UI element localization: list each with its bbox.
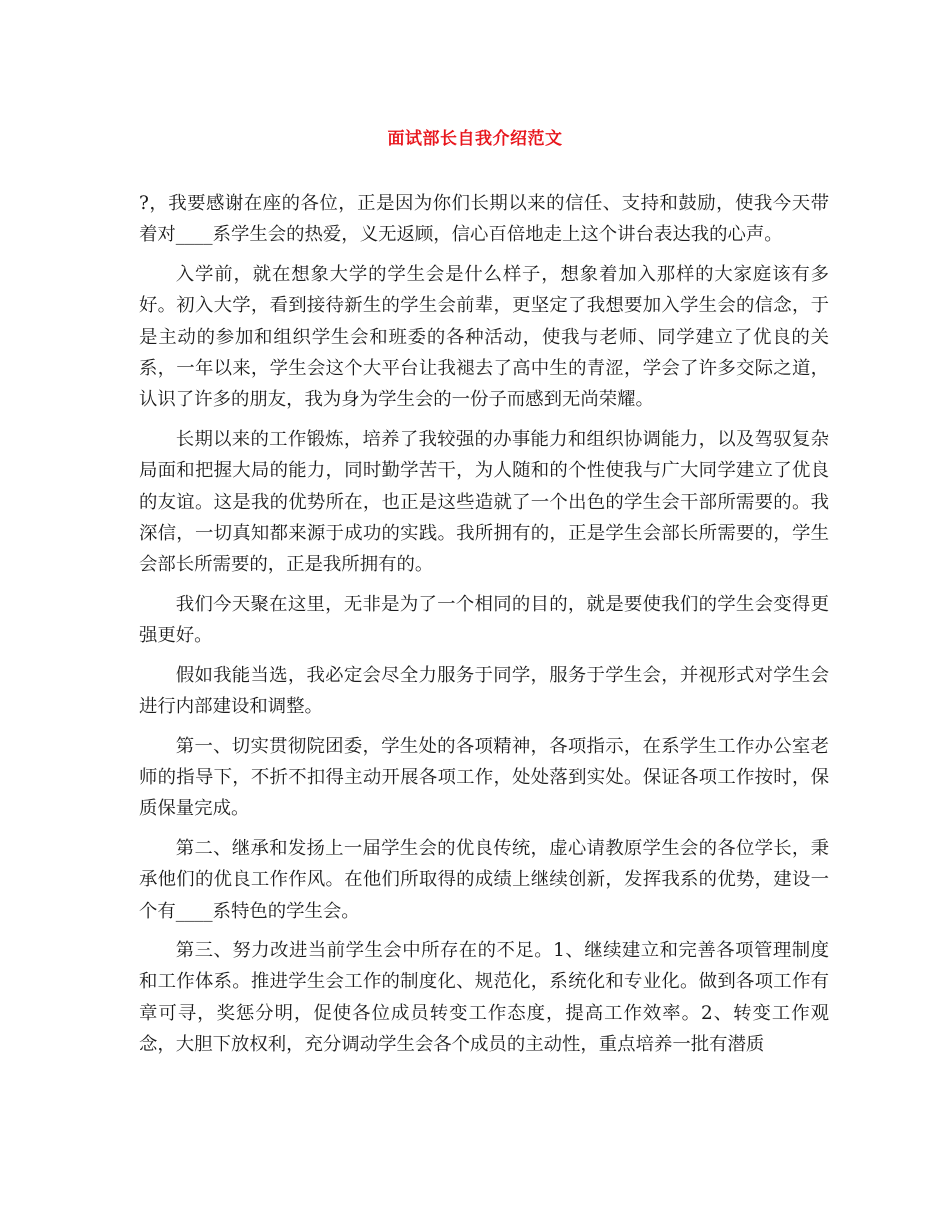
- paragraph-if-elected: 假如我能当选，我必定会尽全力服务于同学，服务于学生会，并视形式对学生会进行内部建设和调整。: [139, 664, 829, 718]
- document-title: 面试部长自我介绍范文: [387, 129, 563, 149]
- document-body: [139, 188, 829, 1069]
- paragraph-common-goal: 我们今天聚在这里，无非是为了一个相同的目的，就是要使我们的学生会变得更强更好。: [139, 593, 829, 647]
- paragraph-point-three: 第三、努力改进当前学生会中所存在的不足。1、继续建立和完善各项管理制度和工作体系。推进学生会工作的制度化、规范化，系统化和专业化。做到各项工作有章可寻，奖惩分明，促使各位成员转变工作态度，提高工作效率。2、转变工作观念，大胆下放权利，充分调动学生会各个成员的主动性，重点培养一批有潜质: [139, 939, 829, 1056]
- paragraph-point-one: 第一、切实贯彻院团委，学生处的各项精神，各项指示，在系学生工作办公室老师的指导下，不折不扣得主动开展各项工作，处处落到实处。保证各项工作按时，保质保量完成。: [139, 735, 829, 820]
- paragraph-abilities: 长期以来的工作锻炼，培养了我较强的办事能力和组织协调能力，以及驾驭复杂局面和把握大局的能力，同时勤学苦干，为人随和的个性使我与广大同学建立了优良的友谊。这是我的优势所在，也正是这些造就了一个出色的学生会干部所需要的。我深信，一切真知都来源于成功的实践。我所拥有的，正是学生会部长所需要的，学生会部长所需要的，正是我所拥有的。: [139, 428, 829, 576]
- paragraph-point-two: 第二、继承和发扬上一届学生会的优良传统，虚心请教原学生会的各位学长，秉承他们的优良工作作风。在他们所取得的成绩上继续创新，发挥我系的优势，建设一个有____系特色的学生会。: [139, 837, 829, 922]
- paragraph-opening: ?，我要感谢在座的各位，正是因为你们长期以来的信任、支持和鼓励，使我今天带着对____系学生会的热爱，义无返顾，信心百倍地走上这个讲台表达我的心声。: [139, 193, 829, 246]
- paragraph-before-enrollment: 入学前，就在想象大学的学生会是什么样子，想象着加入那样的大家庭该有多好。初入大学，看到接待新生的学生会前辈，更坚定了我想要加入学生会的信念，于是主动的参加和组织学生会和班委的各种活动，使我与老师、同学建立了优良的关系，一年以来，学生会这个大平台让我褪去了高中生的青涩，学会了许多交际之道，认识了许多的朋友，我为身为学生会的一份子而感到无尚荣耀。: [139, 263, 829, 411]
